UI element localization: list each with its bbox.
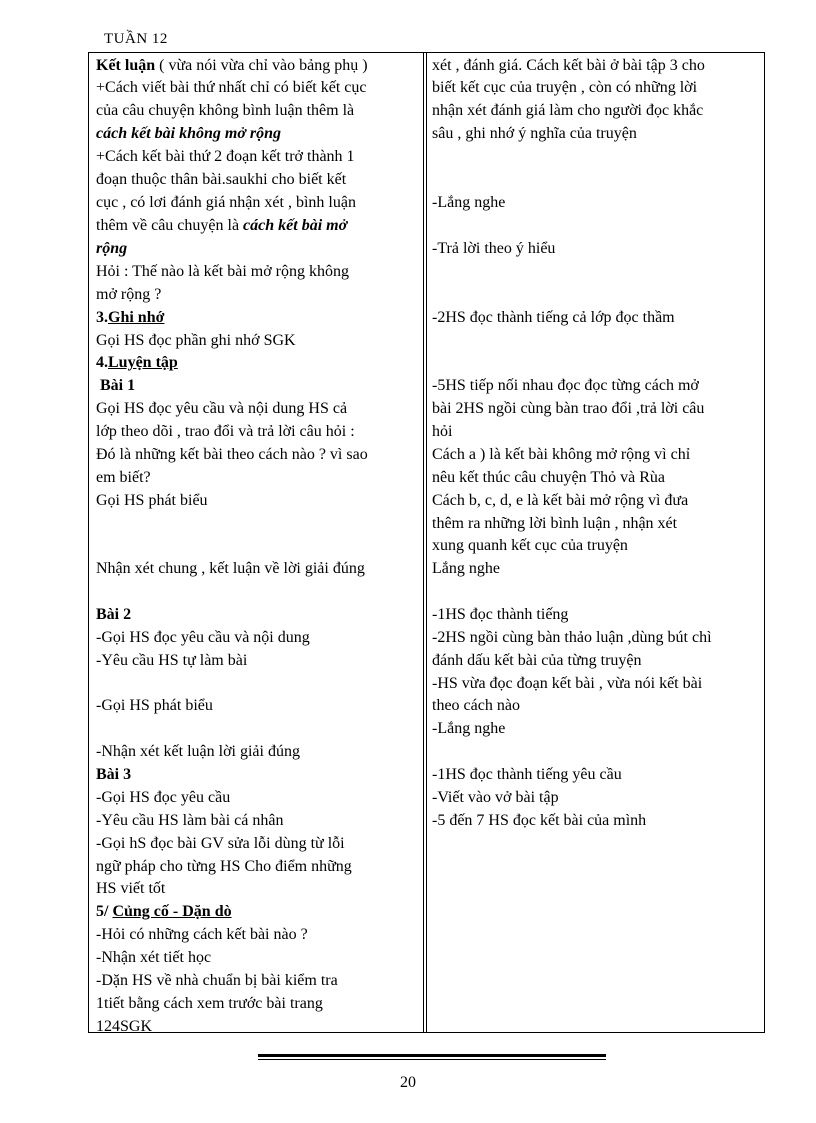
right-line: Cách a ) là kết bài không mở rộng vì chỉ xyxy=(432,446,691,463)
right-line: -5HS tiếp nối nhau đọc đọc từng cách mở xyxy=(432,377,699,394)
left-line: em biết? xyxy=(96,469,151,486)
left-line: Nhận xét chung , kết luận về lời giải đúng xyxy=(96,560,365,577)
left-line: -Nhận xét tiết học xyxy=(96,949,212,966)
left-line: cách kết bài không mở rộng xyxy=(96,125,282,142)
right-line: -HS vừa đọc đoạn kết bài , vừa nói kết bài xyxy=(432,675,703,692)
left-line: Hỏi : Thế nào là kết bài mở rộng không xyxy=(96,263,350,280)
left-line: -Dặn HS về nhà chuẩn bị bài kiểm tra xyxy=(96,972,338,989)
right-line: -Trả lời theo ý hiểu xyxy=(432,240,556,257)
right-line: -5 đến 7 HS đọc kết bài của mình xyxy=(432,812,647,829)
right-line: Cách b, c, d, e là kết bài mở rộng vì đưa xyxy=(432,492,689,509)
left-line: -Hỏi có những cách kết bài nào ? xyxy=(96,926,308,943)
left-line: rộng xyxy=(96,240,128,257)
week-header: TUẦN 12 xyxy=(104,31,168,47)
left-line: mở rộng ? xyxy=(96,286,162,303)
left-line: đoạn thuộc thân bài.saukhi cho biết kết xyxy=(96,171,347,188)
right-line: bài 2HS ngồi cùng bàn trao đổi ,trả lời câu xyxy=(432,400,705,417)
right-line: đánh dấu kết bài của từng truyện xyxy=(432,652,642,669)
right-line: -Lắng nghe xyxy=(432,194,506,211)
left-line: của câu chuyện không bình luận thêm là xyxy=(96,102,355,119)
section-heading: 5/ Củng cố - Dặn dò xyxy=(96,903,232,920)
left-line: -Gọi HS đọc yêu cầu và nội dung xyxy=(96,629,310,646)
left-line: 124SGK xyxy=(96,1018,153,1035)
left-line: HS viết tốt xyxy=(96,880,166,897)
page-number: 20 xyxy=(400,1074,416,1091)
left-line: -Nhận xét kết luận lời giải đúng xyxy=(96,743,300,760)
footer-rule xyxy=(258,1054,606,1062)
exercise-heading: Bài 3 xyxy=(96,766,132,783)
exercise-heading: Bài 1 xyxy=(100,377,136,394)
left-line: Gọi HS phát biểu xyxy=(96,492,208,509)
left-line: -Yêu cầu HS tự làm bài xyxy=(96,652,248,669)
left-line: 1tiết bằng cách xem trước bài trang xyxy=(96,995,323,1012)
left-line: Gọi HS đọc phần ghi nhớ SGK xyxy=(96,332,296,349)
left-line: +Cách kết bài thứ 2 đoạn kết trở thành 1 xyxy=(96,148,355,165)
right-line: theo cách nào xyxy=(432,697,520,714)
right-line: xung quanh kết cục của truyện xyxy=(432,537,628,554)
left-line: ngữ pháp cho từng HS Cho điểm những xyxy=(96,858,352,875)
left-line: -Yêu cầu HS làm bài cá nhân xyxy=(96,812,284,829)
section-heading: 3.Ghi nhớ xyxy=(96,309,165,326)
right-line: -2HS đọc thành tiếng cả lớp đọc thầm xyxy=(432,309,675,326)
left-line: cục , có lơi đánh giá nhận xét , bình luận xyxy=(96,194,356,211)
right-line: Lắng nghe xyxy=(432,560,500,577)
left-line: -Gọi HS phát biểu xyxy=(96,697,213,714)
left-line: +Cách viết bài thứ nhất chỉ có biết kết cục xyxy=(96,79,367,96)
left-line: Kết luận ( vừa nói vừa chỉ vào bảng phụ ) xyxy=(96,57,368,74)
section-heading: 4.Luyện tập xyxy=(96,354,178,371)
exercise-heading: Bài 2 xyxy=(96,606,132,623)
left-line: -Gọi HS đọc yêu cầu xyxy=(96,789,231,806)
right-line: hỏi xyxy=(432,423,453,440)
right-line: biết kết cục của truyện , còn có những lời xyxy=(432,79,698,96)
right-line: nhận xét đánh giá làm cho người đọc khắc xyxy=(432,102,704,119)
right-line: -Viết vào vở bài tập xyxy=(432,789,559,806)
left-line: Gọi HS đọc yêu cầu và nội dung HS cả xyxy=(96,400,348,417)
right-line: -Lắng nghe xyxy=(432,720,506,737)
right-line: sâu , ghi nhớ ý nghĩa của truyện xyxy=(432,125,637,142)
left-line: thêm về câu chuyện là cách kết bài mở xyxy=(96,217,348,234)
right-line: -1HS đọc thành tiếng xyxy=(432,606,569,623)
right-line: thêm ra những lời bình luận , nhận xét xyxy=(432,515,678,532)
right-line: -2HS ngồi cùng bàn thảo luận ,dùng bút chì xyxy=(432,629,712,646)
right-line: nêu kết thúc câu chuyện Thỏ và Rùa xyxy=(432,469,665,486)
left-line: Đó là những kết bài theo cách nào ? vì sao xyxy=(96,446,368,463)
column-divider xyxy=(423,53,424,1032)
left-line: lớp theo dõi , trao đổi và trả lời câu hỏi : xyxy=(96,423,355,440)
lesson-table xyxy=(88,52,765,1033)
right-line: -1HS đọc thành tiếng yêu cầu xyxy=(432,766,622,783)
left-line: -Gọi hS đọc bài GV sửa lỗi dùng từ lỗi xyxy=(96,835,345,852)
right-line: xét , đánh giá. Cách kết bài ở bài tập 3 cho xyxy=(432,57,705,74)
